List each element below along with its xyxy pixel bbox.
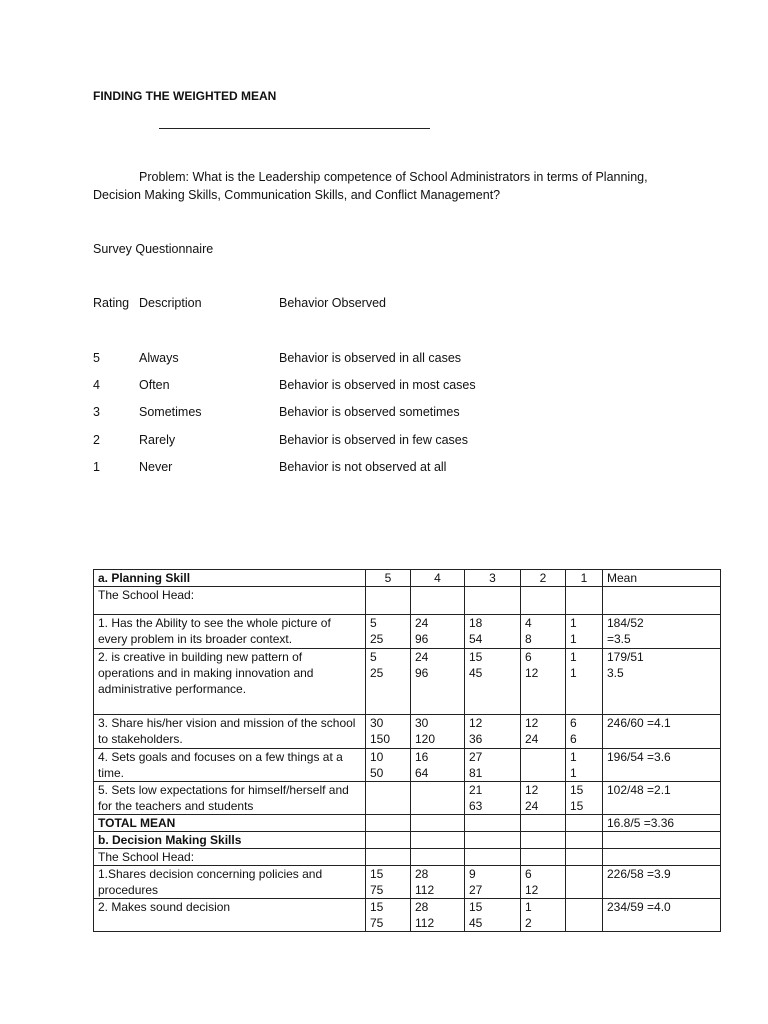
cell-line: 63	[469, 799, 483, 813]
table-cell	[603, 815, 721, 832]
table-cell	[521, 615, 566, 649]
table-cell	[411, 649, 465, 715]
table-cell	[366, 749, 411, 782]
table-cell	[366, 866, 411, 899]
scale-behavior: Behavior is observed sometimes	[279, 405, 460, 419]
table-cell	[603, 615, 721, 649]
table-cell	[366, 832, 411, 849]
table-cell	[465, 615, 521, 649]
table-cell	[366, 615, 411, 649]
table-cell	[566, 899, 603, 932]
table-cell	[566, 587, 603, 615]
scale-behavior: Behavior is not observed at all	[279, 460, 447, 474]
table-cell	[521, 649, 566, 715]
cell-line: 1	[570, 666, 577, 680]
table-cell	[566, 782, 603, 815]
table-cell	[465, 649, 521, 715]
problem-text: Problem: What is the Leadership competence of School Administrators in terms of Planning, Decision Making Skills, Communication Skills, and Conflict Management?	[93, 170, 648, 202]
table-cell	[411, 866, 465, 899]
table-row	[94, 587, 721, 615]
table-header-cell: 5	[366, 570, 411, 587]
cell-line: 5	[370, 616, 377, 630]
table-cell	[603, 715, 721, 749]
table-row-label	[94, 815, 366, 832]
cell-line: 1	[570, 616, 577, 630]
table-row	[94, 715, 721, 749]
cell-line: 2. Makes sound decision	[98, 900, 231, 914]
table-row-label	[94, 832, 366, 849]
cell-line: 112	[415, 916, 435, 930]
table-cell	[603, 649, 721, 715]
cell-line: 28	[415, 867, 429, 881]
cell-line: 24	[525, 799, 539, 813]
cell-line: 8	[525, 632, 532, 646]
table-cell	[521, 782, 566, 815]
table-cell	[566, 749, 603, 782]
cell-line: 112	[415, 883, 435, 897]
cell-line: 24	[525, 732, 539, 746]
cell-line: 27	[469, 750, 483, 764]
table-cell	[366, 715, 411, 749]
table-cell	[411, 849, 465, 866]
cell-line: 16.8/5 =3.36	[607, 816, 675, 830]
table-cell	[521, 866, 566, 899]
table-cell	[366, 649, 411, 715]
table-cell	[465, 715, 521, 749]
cell-line: 120	[415, 732, 436, 746]
cell-line: 1. Has the Ability to see the whole picture of every problem in its broader context.	[98, 616, 331, 646]
cell-line: 184/52	[607, 616, 644, 630]
cell-line: 3.5	[607, 666, 624, 680]
cell-line: 12	[525, 666, 539, 680]
cell-line: 81	[469, 766, 483, 780]
scale-rating: 2	[93, 433, 100, 447]
table-cell	[366, 782, 411, 815]
cell-line: 1	[525, 900, 532, 914]
cell-line: 6	[570, 732, 577, 746]
table-cell	[521, 749, 566, 782]
cell-line: 5	[370, 650, 377, 664]
table-row-label	[94, 615, 366, 649]
table-cell	[603, 899, 721, 932]
scale-behavior: Behavior is observed in all cases	[279, 351, 462, 365]
table-cell	[411, 899, 465, 932]
cell-line: 27	[469, 883, 483, 897]
table-cell	[465, 899, 521, 932]
table-row	[94, 815, 721, 832]
table-cell	[465, 749, 521, 782]
table-cell	[521, 899, 566, 932]
scale-header-behavior: Behavior Observed	[279, 296, 387, 310]
cell-line: 9	[469, 867, 476, 881]
table-cell	[603, 849, 721, 866]
cell-line: 15	[370, 900, 384, 914]
cell-line: 24	[415, 650, 429, 664]
cell-line: 30	[415, 716, 429, 730]
table-row	[94, 866, 721, 899]
cell-line: 36	[469, 732, 483, 746]
cell-line: 96	[415, 666, 429, 680]
cell-line: 1.Shares decision concerning policies and procedures	[98, 867, 323, 897]
table-header-cell: 2	[521, 570, 566, 587]
table-cell	[566, 832, 603, 849]
cell-line: 1	[570, 650, 577, 664]
table-header-cell: 4	[411, 570, 465, 587]
table-row	[94, 649, 721, 715]
table-cell	[521, 815, 566, 832]
cell-line: 15	[469, 900, 483, 914]
cell-line: 50	[370, 766, 384, 780]
table-body	[94, 570, 721, 932]
cell-line: 24	[415, 616, 429, 630]
table-cell	[465, 866, 521, 899]
table-row-label	[94, 849, 366, 866]
table-cell	[566, 615, 603, 649]
scale-behavior: Behavior is observed in most cases	[279, 378, 476, 392]
cell-line: 25	[370, 632, 384, 646]
scale-rating: 4	[93, 378, 100, 392]
cell-line: TOTAL MEAN	[98, 816, 176, 830]
table-cell	[465, 782, 521, 815]
table-row	[94, 749, 721, 782]
table-cell	[566, 849, 603, 866]
cell-line: 30	[370, 716, 384, 730]
cell-line: 12	[525, 783, 539, 797]
table-cell	[411, 615, 465, 649]
table-cell	[521, 587, 566, 615]
table-header-row	[94, 570, 721, 587]
scale-header-description: Description	[139, 296, 202, 310]
cell-line: 15	[469, 650, 483, 664]
table-row	[94, 782, 721, 815]
cell-line: 96	[415, 632, 429, 646]
cell-line: 16	[415, 750, 429, 764]
table-cell	[566, 649, 603, 715]
table-cell	[411, 715, 465, 749]
scale-rating: 1	[93, 460, 100, 474]
table-cell	[521, 849, 566, 866]
table-cell	[411, 782, 465, 815]
problem-statement	[93, 168, 693, 204]
cell-line: 6	[570, 716, 577, 730]
cell-line: 234/59 =4.0	[607, 900, 671, 914]
cell-line: 75	[370, 916, 384, 930]
table-cell	[366, 587, 411, 615]
cell-line: 12	[525, 716, 539, 730]
cell-line: 64	[415, 766, 429, 780]
cell-line: 12	[525, 883, 539, 897]
cell-line: 28	[415, 900, 429, 914]
cell-line: 54	[469, 632, 483, 646]
cell-line: 196/54 =3.6	[607, 750, 671, 764]
scale-description: Never	[139, 460, 173, 474]
table-cell	[603, 782, 721, 815]
table-header-cell: a. Planning Skill	[94, 570, 366, 587]
cell-line: 10	[370, 750, 384, 764]
cell-line: 4	[525, 616, 532, 630]
table-cell	[411, 815, 465, 832]
table-row-label	[94, 899, 366, 932]
scale-rating: 5	[93, 351, 100, 365]
table-cell	[603, 866, 721, 899]
table-header-cell: 3	[465, 570, 521, 587]
scale-description: Often	[139, 378, 170, 392]
table-row	[94, 615, 721, 649]
table-row	[94, 899, 721, 932]
cell-line: 102/48 =2.1	[607, 783, 671, 797]
table-cell	[521, 832, 566, 849]
table-cell	[411, 587, 465, 615]
table-cell	[411, 749, 465, 782]
cell-line: 18	[469, 616, 483, 630]
cell-line: The School Head:	[98, 850, 195, 864]
cell-line: 4. Sets goals and focuses on a few things at a time.	[98, 750, 343, 780]
scale-header-rating: Rating	[93, 296, 130, 310]
table-cell	[603, 832, 721, 849]
table-row	[94, 832, 721, 849]
cell-line: 3. Share his/her vision and mission of the school to stakeholders.	[98, 716, 356, 746]
cell-line: 75	[370, 883, 384, 897]
table-header-cell: 1	[566, 570, 603, 587]
table-row-label	[94, 649, 366, 715]
cell-line: The School Head:	[98, 588, 195, 602]
table-cell	[603, 749, 721, 782]
table-row-label	[94, 749, 366, 782]
table-cell	[566, 715, 603, 749]
table-row-label	[94, 587, 366, 615]
table-row-label	[94, 866, 366, 899]
scale-description: Sometimes	[139, 405, 202, 419]
cell-line: 5. Sets low expectations for himself/herself and for the teachers and students	[98, 783, 349, 813]
cell-line: 6	[525, 867, 532, 881]
survey-label: Survey Questionnaire	[93, 242, 214, 256]
table-cell	[521, 715, 566, 749]
cell-line: 15	[570, 783, 584, 797]
table-cell	[366, 815, 411, 832]
cell-line: 1	[570, 750, 577, 764]
cell-line: 246/60 =4.1	[607, 716, 671, 730]
scale-description: Always	[139, 351, 179, 365]
cell-line: 150	[370, 732, 391, 746]
scale-behavior: Behavior is observed in few cases	[279, 433, 468, 447]
cell-line: 2. is creative in building new pattern of operations and in making innovation and administrative performance.	[98, 650, 314, 696]
scale-description: Rarely	[139, 433, 176, 447]
cell-line: 1	[570, 766, 577, 780]
cell-line: 15	[570, 799, 584, 813]
cell-line: 25	[370, 666, 384, 680]
table-cell	[566, 866, 603, 899]
weighted-mean-table	[93, 569, 721, 932]
cell-line: 6	[525, 650, 532, 664]
table-cell	[465, 832, 521, 849]
cell-line: 1	[570, 632, 577, 646]
cell-line: 45	[469, 916, 483, 930]
cell-line: =3.5	[607, 632, 631, 646]
document-title: FINDING THE WEIGHTED MEAN	[93, 89, 277, 103]
scale-rating: 3	[93, 405, 100, 419]
cell-line: 45	[469, 666, 483, 680]
table-cell	[465, 815, 521, 832]
table-row-label	[94, 715, 366, 749]
cell-line: 226/58 =3.9	[607, 867, 671, 881]
table-cell	[366, 849, 411, 866]
cell-line: b. Decision Making Skills	[98, 833, 242, 847]
table-header-cell: Mean	[603, 570, 721, 587]
name-blank-line	[159, 128, 430, 129]
table-cell	[411, 832, 465, 849]
table-cell	[566, 815, 603, 832]
cell-line: 15	[370, 867, 384, 881]
cell-line: 2	[525, 916, 532, 930]
table-cell	[366, 899, 411, 932]
table-cell	[465, 849, 521, 866]
cell-line: 12	[469, 716, 483, 730]
table-row-label	[94, 782, 366, 815]
cell-line: 179/51	[607, 650, 644, 664]
cell-line: 21	[469, 783, 483, 797]
table-cell	[465, 587, 521, 615]
table-row	[94, 849, 721, 866]
table-cell	[603, 587, 721, 615]
